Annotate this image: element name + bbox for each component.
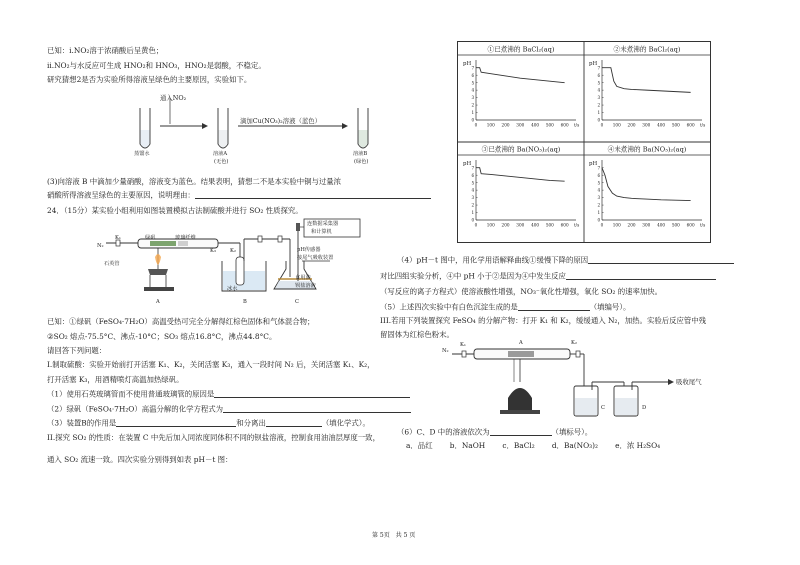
label-k3: K₃ (210, 248, 216, 254)
chart-series-line (602, 68, 691, 93)
tube-solution-b (358, 108, 368, 148)
label-c-right: C (601, 405, 605, 411)
chart-x-tick-label: 300 (642, 222, 651, 228)
chart-y-tick-label: 7 (471, 65, 475, 71)
q3-line1: (3)向溶液 B 中滴加少量硝酸，溶液变为蓝色。结果表明，猜想二不是本实验中铜与过量浓 (47, 177, 342, 186)
chart-x-tick-label: 0 (474, 122, 478, 128)
chart-series-line (476, 68, 565, 83)
chart-y-tick-label: 7 (471, 165, 475, 171)
chart-y-tick-label: 5 (471, 180, 475, 186)
q6-line (397, 428, 592, 436)
q3-device-line (47, 419, 370, 427)
answer-blank-q4[interactable] (588, 256, 734, 264)
q3-line2 (47, 191, 431, 199)
chart-y-tick-label: 0 (597, 217, 601, 223)
chart-y-tick-label: 6 (471, 72, 475, 78)
chart-x-label: t/s (574, 122, 580, 128)
chart-x-label: t/s (700, 222, 706, 228)
chart-y-tick-label: 4 (597, 87, 601, 93)
chart-series-line (602, 168, 691, 201)
q5-text: （5）上述四次实验中有白色沉淀生成的是 (380, 302, 518, 312)
label-ph-sensor: pH传感器 (297, 247, 321, 253)
label-barium-salt: 钡盐溶液 (295, 283, 316, 289)
tube-distilled-water (140, 108, 150, 148)
known-1: 已知：i.NO₂溶于浓硝酸后呈黄色； (47, 46, 164, 55)
q4-text: （4）pH－t 图中，用化学用语解释曲线①缓慢下降的原因 (397, 255, 589, 265)
label-distilled: 蒸馏水 (134, 151, 150, 157)
chart-x-tick-label: 200 (627, 222, 636, 228)
label-tail-gas: 接尾气吸收装置 (297, 255, 334, 261)
chart-y-tick-label: 5 (471, 80, 475, 86)
chart-x-tick-label: 100 (486, 122, 495, 128)
charts-frame (457, 41, 711, 243)
label-k1-right: K₁ (460, 342, 466, 348)
part-i-line1: I.制取硫酸：实验开始前打开活塞 K₁、K₂，关闭活塞 K₃，通入一段时间 N₂ 后，关闭活塞 K₁、K₂， (47, 360, 375, 369)
q6-options: a．品红 b．NaOH c．BaCl₂ d．Ba(NO₃)₂ e．浓 H₂SO₄ (406, 441, 661, 450)
label-edible-oil: 食用油 (295, 275, 311, 281)
chart-y-tick-label: 6 (597, 172, 601, 178)
q5-end-text: （填编号）。 (589, 302, 631, 312)
part-i-line2: 打开活塞 K₃，用酒精喷灯高温加热绿矾。 (47, 375, 184, 384)
chart-y-tick-label: 3 (471, 95, 475, 101)
chart-x-tick-label: 100 (612, 222, 621, 228)
part-iii-line2: 留固体为红棕色粉末。 (380, 330, 454, 339)
chart-title: ③已煮沸的 Ba(NO₃)₂(aq) (481, 145, 561, 154)
label-device-b: B (243, 299, 247, 305)
chart-x-tick-label: 400 (531, 222, 540, 228)
chart-y-label: pH (463, 61, 472, 67)
chart-y-tick-label: 2 (597, 102, 601, 108)
q5-line (380, 303, 630, 311)
answer-blank-q3-formula[interactable] (266, 419, 322, 427)
part-iii-line1: III.若用下列装置探究 FeSO₄ 的分解产物：打开 K₁ 和 K₂，缓缓通入 N₂，加热。实验后反应管中残 (380, 316, 707, 325)
q6-end-text: （填标号）。 (551, 427, 593, 437)
q2-text: （2）绿矾（FeSO₄·7H₂O）高温分解的化学方程式为 (47, 404, 224, 414)
chart-y-tick-label: 4 (471, 187, 475, 193)
q2-line (47, 405, 411, 413)
label-solution-a: 溶液A (213, 151, 228, 157)
label-device-a: A (156, 299, 160, 305)
chart-x-tick-label: 0 (474, 222, 478, 228)
chart-title: ④未煮沸的 Ba(NO₃)₂(aq) (607, 145, 687, 154)
ph-t-charts (458, 42, 710, 242)
label-solution-a-color: (无色) (214, 159, 229, 165)
chart-y-tick-label: 6 (597, 72, 601, 78)
label-k1-left: K₁ (115, 235, 121, 241)
q4-line1 (397, 256, 734, 264)
chart-x-tick-label: 100 (612, 122, 621, 128)
chart-y-tick-label: 2 (471, 202, 475, 208)
chart-x-tick-label: 300 (516, 222, 525, 228)
label-quartz: 石英管 (104, 261, 120, 267)
label-lvfan: 绿矾 (145, 235, 156, 241)
part-ii-line2: 通入 SO₂ 流速一致。四次实验分别得到如表 pH－t 图： (47, 455, 233, 464)
chart-y-tick-label: 1 (597, 110, 601, 116)
chart-x-tick-label: 600 (686, 122, 695, 128)
label-device-c: C (295, 299, 299, 305)
chart-x-label: t/s (574, 222, 580, 228)
chart-y-tick-label: 2 (597, 202, 601, 208)
label-collector-1: 连数据采集器 (307, 221, 339, 227)
chart-x-tick-label: 500 (545, 222, 554, 228)
chart-title: ②未煮沸的 BaCl₂(aq) (613, 45, 681, 54)
chart-y-label: pH (589, 61, 598, 67)
chart-y-tick-label: 0 (471, 117, 475, 123)
chart-y-tick-label: 1 (471, 210, 475, 216)
label-d-right: D (642, 405, 647, 411)
label-k2-right: K₂ (571, 340, 577, 346)
q4-line2 (380, 272, 716, 280)
chart-series-line (476, 168, 565, 181)
chart-y-label: pH (463, 161, 472, 167)
step-add-cu: 滴加Cu(NO₃)₂溶液（蓝色） (240, 117, 322, 125)
chart-y-tick-label: 1 (471, 110, 475, 116)
label-tail-absorb: 吸收尾气 (676, 378, 702, 386)
answer-blank-q6[interactable] (490, 428, 552, 436)
known-2: ii.NO₂与水反应可生成 HNO₂和 HNO₃，HNO₂是弱酸，不稳定。 (47, 61, 266, 70)
chart-x-tick-label: 300 (642, 122, 651, 128)
chart-x-tick-label: 200 (501, 222, 510, 228)
label-n2-right: N₂ (442, 348, 449, 354)
chart-x-tick-label: 500 (671, 222, 680, 228)
chart-x-tick-label: 400 (657, 122, 666, 128)
chart-x-tick-label: 600 (560, 222, 569, 228)
chart-x-tick-label: 400 (531, 122, 540, 128)
chart-x-tick-label: 200 (501, 122, 510, 128)
chart-x-tick-label: 600 (560, 122, 569, 128)
chart-y-label: pH (589, 161, 598, 167)
chart-y-tick-label: 2 (471, 102, 475, 108)
q3-end-text: （填化学式）。 (321, 418, 370, 428)
tube-solution-a (218, 108, 228, 148)
answer-blank-q3-role[interactable] (116, 419, 236, 427)
label-ice-water: 冰水 (227, 286, 238, 292)
chart-x-tick-label: 300 (516, 122, 525, 128)
chart-x-tick-label: 500 (671, 122, 680, 128)
chart-x-tick-label: 400 (657, 222, 666, 228)
answer-blank-q5[interactable] (518, 303, 590, 311)
ask-line: 请回答下列问题： (47, 346, 107, 355)
chart-y-tick-label: 0 (471, 217, 475, 223)
chart-x-tick-label: 200 (627, 122, 636, 128)
chart-title: ①已煮沸的 BaCl₂(aq) (487, 45, 555, 54)
chart-y-tick-label: 1 (597, 210, 601, 216)
label-n2-left: N₂ (97, 243, 104, 249)
chart-x-label: t/s (700, 122, 706, 128)
label-a-right: A (519, 340, 523, 346)
chart-x-tick-label: 500 (545, 122, 554, 128)
q24-title: 24．（15分）某实验小组利用如图装置模拟古法制硫酸并进行 SO₂ 性质探究。 (47, 206, 303, 215)
label-collector-2: 和计算机 (311, 229, 332, 235)
chart-x-tick-label: 0 (600, 122, 604, 128)
label-glass-fiber: 玻璃纤维 (175, 235, 196, 241)
chart-y-tick-label: 4 (597, 187, 601, 193)
apparatus-figure (90, 217, 420, 309)
part-ii-line1: II.探究 SO₂ 的性质：在装置 C 中先后加入同浓度同体积不同的钡盐溶液，控制食用油油层厚度一致， (47, 433, 380, 442)
q4b-text: 对比四组实验分析，④中 pH 小于②是因为④中发生反应 (380, 271, 566, 281)
chart-x-tick-label: 0 (600, 222, 604, 228)
chart-y-tick-label: 5 (597, 80, 601, 86)
answer-blank-q1[interactable] (214, 390, 410, 398)
chart-y-tick-label: 4 (471, 87, 475, 93)
intro-experiment: 研究猜想2是否为实验所得溶液呈绿色的主要原因，实验如下。 (47, 75, 252, 84)
chart-x-tick-label: 600 (686, 222, 695, 228)
answer-blank-q3[interactable] (195, 191, 431, 199)
q6-text: （6）C、D 中的溶液依次为 (397, 427, 490, 437)
chart-y-tick-label: 3 (597, 95, 601, 101)
q3-mid-text: 和分离出 (236, 418, 266, 428)
chart-x-tick-label: 100 (486, 222, 495, 228)
chart-y-tick-label: 6 (471, 172, 475, 178)
chart-y-tick-label: 7 (597, 165, 601, 171)
page-footer: 第 5页 共 5 页 (372, 532, 416, 539)
chart-y-tick-label: 3 (471, 195, 475, 201)
answer-blank-q2[interactable] (223, 405, 411, 413)
q1-text: （1）使用石英玻璃管而不使用普通玻璃管的原因是 (47, 389, 215, 399)
known-k2: ②SO₂ 熔点-75.5°C、沸点-10°C；SO₃ 熔点16.8°C，沸点44.8°C。 (47, 332, 277, 341)
chart-y-tick-label: 0 (597, 117, 601, 123)
label-solution-b: 溶液B (353, 151, 368, 157)
label-solution-b-color: (绿色) (354, 159, 369, 165)
answer-blank-q4b[interactable] (566, 272, 716, 280)
q3-device-text: （3）装置B的作用是 (47, 418, 117, 428)
step-no2: 通入NO₂ (160, 94, 187, 102)
q4-line3: （写反应的离子方程式）使溶液酸性增强，NO₃⁻氧化性增强，氧化 SO₂ 的速率加快。 (380, 287, 663, 296)
chart-y-tick-label: 7 (597, 65, 601, 71)
chart-y-tick-label: 5 (597, 180, 601, 186)
chart-y-tick-label: 3 (597, 195, 601, 201)
label-k2-left: K₂ (230, 248, 236, 254)
q3-line2-text: 硝酸所得溶液呈绿色的主要原因，说明理由： (47, 190, 195, 200)
q1-line (47, 390, 410, 398)
known-k1: 已知：①绿矾（FeSO₄·7H₂O）高温受热可完全分解得红棕色固体和气体混合物； (47, 317, 315, 326)
